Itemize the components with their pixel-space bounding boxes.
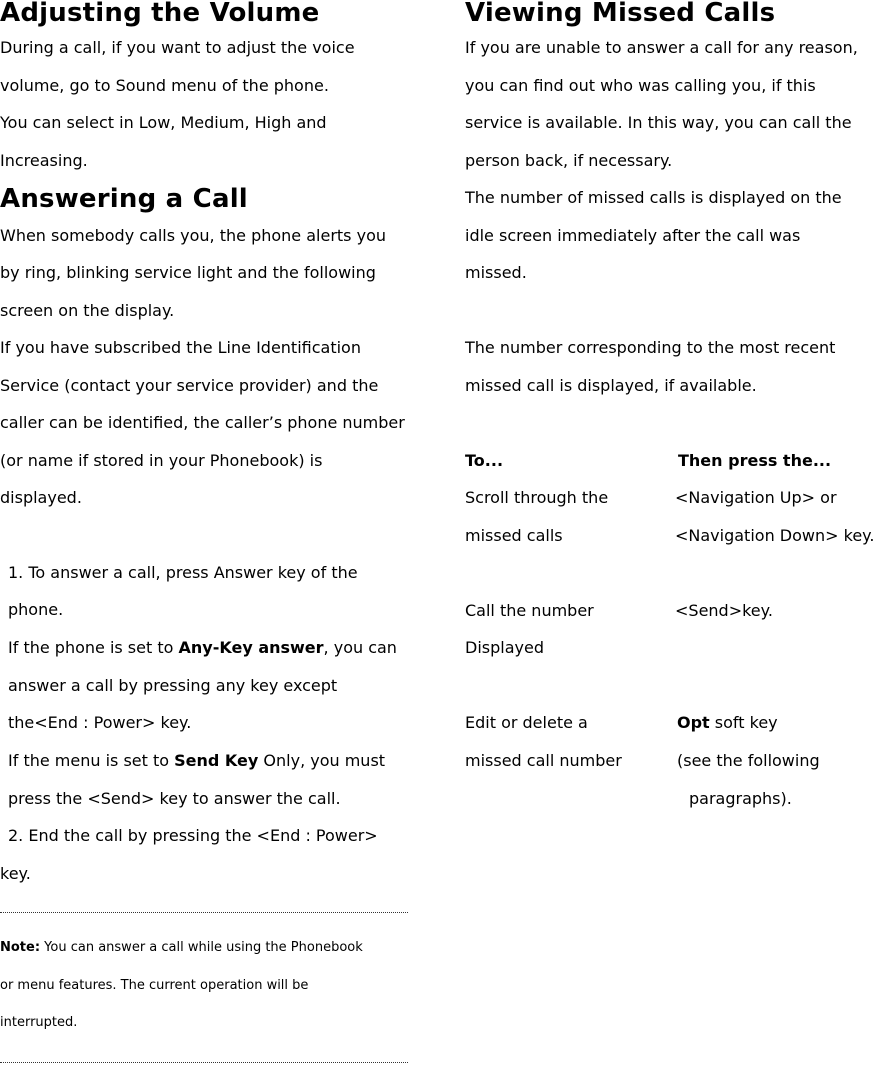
- heading-adjusting-volume: Adjusting the Volume: [0, 0, 320, 28]
- any-key-text: If the phone is set to: [8, 638, 179, 657]
- any-key-answer-line: answer a call by pressing any key except: [8, 676, 338, 695]
- volume-paragraph-line: Increasing.: [0, 151, 88, 170]
- answer-paragraph-line: (or name if stored in your Phonebook) is: [0, 451, 323, 470]
- missed-paragraph-line: idle screen immediately after the call was: [465, 226, 801, 245]
- send-key-bold: Send Key: [174, 751, 259, 770]
- missed-paragraph-line: service is available. In this way, you can call the: [465, 113, 852, 132]
- send-key-line: [8, 752, 385, 770]
- missed-paragraph-line: person back, if necessary.: [465, 151, 673, 170]
- answer-paragraph-line: displayed.: [0, 488, 82, 507]
- table-cell-to: Edit or delete a: [465, 713, 588, 732]
- note-line: or menu features. The current operation will be: [0, 978, 309, 993]
- table-cell-press: paragraphs).: [689, 789, 792, 808]
- answer-paragraph-line: by ring, blinking service light and the following: [0, 263, 376, 282]
- table-cell-to: Scroll through the: [465, 488, 609, 507]
- volume-paragraph-line: During a call, if you want to adjust the voice: [0, 38, 355, 57]
- missed-paragraph-line: missed.: [465, 263, 527, 282]
- dotted-divider: [0, 1062, 408, 1063]
- missed-paragraph-line: The number of missed calls is displayed on the: [465, 188, 842, 207]
- send-key-text: If the menu is set to: [8, 751, 175, 770]
- opt-soft-key-bold: Opt: [677, 713, 710, 732]
- send-key-text: Only, you must: [258, 751, 386, 770]
- volume-paragraph-line: volume, go to Sound menu of the phone.: [0, 76, 329, 95]
- missed-paragraph-line: If you are unable to answer a call for any reason,: [465, 38, 858, 57]
- answer-paragraph-line: If you have subscribed the Line Identification: [0, 338, 361, 357]
- table-cell-to: missed call number: [465, 751, 622, 770]
- table-cell-press: <Send>key.: [675, 601, 773, 620]
- table-cell-to: Displayed: [465, 638, 544, 657]
- note-line: [0, 940, 363, 956]
- any-key-text: , you can: [323, 638, 397, 657]
- table-cell-press: (see the following: [677, 751, 820, 770]
- soft-key-text: soft key: [709, 713, 778, 732]
- note-line: interrupted.: [0, 1015, 78, 1030]
- answer-paragraph-line: caller can be identified, the caller’s phone number: [0, 413, 405, 432]
- table-header-press: Then press the...: [678, 451, 832, 470]
- heading-viewing-missed-calls: Viewing Missed Calls: [465, 0, 776, 28]
- table-cell-to: missed calls: [465, 526, 563, 545]
- missed-paragraph-line: missed call is displayed, if available.: [465, 376, 757, 395]
- table-cell-press: <Navigation Up> or: [675, 488, 837, 507]
- answer-paragraph-line: When somebody calls you, the phone alerts you: [0, 226, 386, 245]
- step-2-line: 2. End the call by pressing the <End : Power>: [8, 826, 378, 845]
- table-header-to: To...: [465, 451, 504, 470]
- missed-paragraph-line: The number corresponding to the most recent: [465, 338, 836, 357]
- step-1-line: phone.: [8, 600, 64, 619]
- step-2-line: key.: [0, 864, 31, 883]
- note-label: Note:: [0, 940, 41, 955]
- table-cell-to: Call the number: [465, 601, 594, 620]
- volume-paragraph-line: You can select in Low, Medium, High and: [0, 113, 327, 132]
- any-key-answer-line: [8, 639, 397, 657]
- send-key-line: press the <Send> key to answer the call.: [8, 789, 341, 808]
- any-key-answer-bold: Any-Key answer: [178, 638, 324, 657]
- table-cell-press: [677, 714, 778, 732]
- step-1-line: 1. To answer a call, press Answer key of the: [8, 563, 358, 582]
- heading-answering-call: Answering a Call: [0, 184, 248, 214]
- note-text: You can answer a call while using the Phonebook: [40, 940, 363, 955]
- answer-paragraph-line: screen on the display.: [0, 301, 175, 320]
- any-key-answer-line: the<End : Power> key.: [8, 713, 192, 732]
- table-cell-press: <Navigation Down> key.: [675, 526, 875, 545]
- answer-paragraph-line: Service (contact your service provider) and the: [0, 376, 379, 395]
- dotted-divider: [0, 912, 408, 913]
- missed-paragraph-line: you can find out who was calling you, if this: [465, 76, 816, 95]
